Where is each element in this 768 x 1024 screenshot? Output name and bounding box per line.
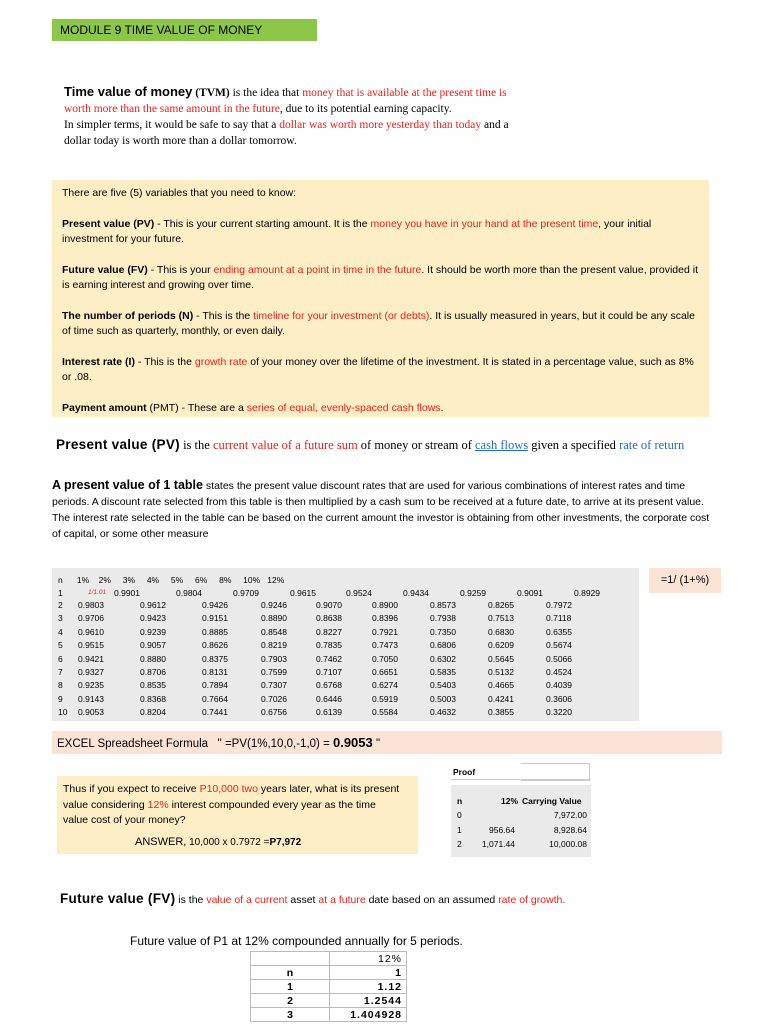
variables-box: [52, 180, 709, 417]
pv-table-term: A present value of 1 table: [52, 478, 203, 492]
cash-flows-link[interactable]: cash flows: [475, 438, 529, 452]
pv-table-cell: 0.9524: [346, 588, 372, 598]
pv-table-cell: 0.7050: [372, 653, 398, 664]
pv-table-cell: 0.5835: [430, 667, 456, 677]
variable-i-highlight: growth rate: [194, 355, 248, 368]
pv-table-cell: 0.8890: [261, 613, 287, 624]
pv-heading-highlight: current value of a future sum: [212, 438, 358, 452]
pv-row-note: 1/1.01: [88, 589, 107, 596]
pv-table-cell: 0.9057: [140, 640, 166, 651]
fv-table-n: 3: [251, 1008, 330, 1022]
pv-table-cell: 0.7473: [372, 640, 398, 651]
pv-table-cell: 0.7599: [261, 667, 287, 677]
variable-pv-text: - This is your current starting amount. It is the: [154, 217, 371, 230]
question-years: two: [241, 783, 258, 795]
fv-table-value: 1: [330, 966, 407, 980]
variable-pv-label: Present value (PV): [62, 217, 155, 230]
fv-table-value: 1.12: [330, 980, 407, 994]
pv-table-cell: 0.7026: [261, 693, 287, 704]
pv-table-cell: 0.9327: [78, 667, 104, 677]
excel-result: 0.9053: [332, 735, 373, 750]
variables-lead: There are five (5) variables that you need to know:: [62, 187, 297, 199]
fv-heading-text-2: asset: [287, 894, 319, 906]
variable-i-text-2: of your money over the lifetime of the investment. It is stated in a percentage value, such as 8% or .08.: [62, 355, 694, 383]
variable-pv-text-2: , your initial investment for your future.: [62, 217, 652, 245]
proof-divider: [451, 779, 591, 780]
fv-table-row: [251, 952, 407, 966]
intro-highlight-1: money that is available at the present time is worth more than the same amount in the future: [64, 87, 507, 115]
pv-row-n: 10: [58, 707, 68, 718]
pv-table-cell: 0.9091: [517, 588, 543, 598]
fv-table-n: [251, 952, 330, 966]
pv-table-cell: 0.5132: [488, 667, 514, 677]
pv-table-cell: 0.5645: [488, 653, 514, 664]
pv-table-cell: 0.8885: [202, 626, 228, 637]
variable-n-label: The number of periods (N): [62, 309, 194, 322]
question-text-4: interest compounded every year as the time value cost of your money?: [63, 798, 376, 826]
pv-table-header: n 1% 2% 3% 4% 5% 6% 8% 10% 12%: [58, 575, 285, 585]
pv-table-cell: 0.3855: [488, 707, 514, 718]
pv-table-cell: 0.7894: [202, 680, 228, 691]
pv-table-cell: 0.4241: [488, 693, 514, 704]
pv-table-cell: 0.4665: [488, 680, 514, 691]
pv-table-cell: 0.7118: [546, 613, 572, 624]
pv-table-cell: 0.7513: [488, 613, 514, 624]
pv-row-n: 4: [58, 626, 63, 637]
pv-table-cell: 0.3220: [546, 707, 572, 718]
pv-table-cell: 0.6446: [316, 693, 342, 704]
pv-table-cell: 0.9615: [290, 588, 316, 598]
pv-table-cell: 0.9235: [78, 680, 104, 691]
variable-n-text-2: . It is usually measured in years, but it could be any scale of time such as quarterly, monthly, or even daily.: [62, 309, 695, 337]
variable-pmt-text-2: .: [440, 401, 444, 414]
pv-table-cell: 0.4632: [430, 707, 456, 718]
answer-result: P7,972: [269, 837, 302, 848]
module-title: MODULE 9 TIME VALUE OF MONEY: [60, 23, 263, 37]
pv-heading: [56, 436, 696, 454]
pv-table-cell: 0.7664: [202, 693, 228, 704]
pv-table-cell: 0.6274: [372, 680, 398, 691]
fv-table-row: [251, 966, 407, 980]
pv-table-cell: 0.8396: [372, 613, 398, 624]
proof-row-value: 8,928.64: [553, 824, 587, 835]
pv-table-cell: 0.4039: [546, 680, 572, 691]
fv-table-n: 1: [251, 980, 330, 994]
variable-pv-highlight: money you have in your hand at the present time: [370, 217, 599, 230]
pv-table-cell: 0.7350: [430, 626, 456, 637]
pv-table-cell: 0.9070: [316, 600, 342, 610]
pv-table-cell: 0.7307: [261, 680, 287, 691]
excel-label: EXCEL Spreadsheet Formula: [57, 738, 209, 750]
fv-table-row: [251, 1008, 407, 1022]
fv-table-body: [251, 952, 407, 1022]
fv-table-n: 2: [251, 994, 330, 1008]
pv-table-cell: 0.8706: [140, 667, 166, 677]
pv-table-cell: 0.7921: [372, 626, 398, 637]
variable-n-highlight: timeline for your investment (or debts): [253, 309, 430, 322]
proof-row-value: 10,000.08: [549, 839, 587, 849]
variable-fv-highlight: ending amount at a point in time in the future: [213, 263, 422, 276]
pv-table-cell: 0.8204: [140, 707, 166, 718]
pv-table-cell: 0.9423: [140, 613, 166, 624]
pv-table-cell: 0.5403: [430, 680, 456, 691]
pv-table-cell: 0.9426: [202, 600, 228, 610]
pv-row-n: 1: [58, 588, 63, 598]
question-text-1: Thus if you expect to receive: [63, 783, 200, 795]
question-rate: 12%: [147, 798, 169, 811]
pv-table-cell: 0.8880: [140, 653, 166, 664]
pv-table-cell: 0.7441: [202, 707, 228, 718]
pv-table-cell: 0.9709: [233, 588, 259, 598]
pv-table-cell: 0.9143: [78, 693, 104, 704]
pv-table-cell: 0.6139: [316, 707, 342, 718]
tvm-abbr: (TVM): [195, 87, 230, 99]
intro-highlight-2: dollar was worth more yesterday than today: [279, 119, 482, 131]
variable-n-text: - This is the: [193, 309, 254, 322]
pv-table-cell: 0.6302: [430, 653, 456, 664]
pv-table-cell: 0.8375: [202, 653, 228, 664]
question-amount: P10,000: [199, 783, 239, 795]
pv-row-n: 5: [58, 640, 63, 651]
pv-table-cell: 0.9053: [78, 707, 104, 718]
rate-of-return-link[interactable]: rate of return: [619, 438, 685, 452]
pv-table-cell: 0.7903: [261, 653, 287, 664]
question-box: [57, 776, 418, 854]
question-text-3: years later, what is its present value considering: [63, 783, 400, 811]
pv-table-cell: 0.8131: [202, 667, 228, 677]
pv-heading-text-2: of money or stream of: [357, 438, 475, 452]
pv-table-cell: 0.6355: [546, 626, 572, 637]
proof-row-n: 2: [457, 839, 462, 849]
proof-row-value: 7,972.00: [553, 810, 587, 820]
variable-fv: [62, 263, 699, 294]
pv-table-cell: 0.5003: [430, 693, 456, 704]
proof-col-cv: Carrying Value: [522, 796, 582, 806]
pv-table-cell: 0.3606: [546, 693, 572, 704]
module-header: [52, 19, 317, 41]
fv-table: [250, 951, 407, 1022]
pv-table-cell: 0.6830: [488, 626, 514, 637]
pv-table-cell: 0.5919: [372, 693, 398, 704]
pv-table-cell: 0.9239: [140, 626, 166, 637]
pv-table-cell: 0.8900: [372, 600, 398, 610]
proof-col-rate: 12%: [501, 796, 519, 806]
pv-table-cell: 0.8548: [261, 626, 287, 637]
proof-body: [451, 785, 591, 857]
variable-fv-label: Future value (FV): [62, 263, 148, 276]
variable-pmt-label: Payment amount: [62, 401, 147, 414]
pv-table-cell: 0.8227: [316, 626, 342, 637]
pv-table-cell: 0.6768: [316, 680, 342, 691]
pv-table-cell: 0.5584: [372, 707, 398, 718]
intro-text-3: In simpler terms, it would be safe to say that a: [64, 119, 280, 131]
pv-row-n: 9: [58, 693, 63, 704]
intro-text-1: is the idea that: [229, 87, 303, 99]
pv-table-cell: 0.9803: [78, 600, 104, 610]
proof-title: Proof: [453, 767, 476, 777]
variable-i-label: Interest rate (I): [62, 355, 135, 368]
intro-text-4: and a dollar today is worth more than a dollar tomorrow.: [64, 119, 509, 147]
pv-table-cell: 0.9901: [114, 588, 140, 598]
pv-heading-text-1: is the: [179, 438, 213, 452]
pv-row-n: 8: [58, 680, 63, 691]
fv-heading: [60, 890, 700, 909]
proof-row-interest: 1,071.44: [481, 839, 515, 849]
variable-fv-text-2: . It should be worth more than the present value, provided it is earning interest and growing over time.: [62, 263, 698, 291]
pv-table-cell: 0.9434: [403, 588, 429, 598]
pv-row-n: 7: [58, 667, 63, 677]
intro-text-2: , due to its potential earning capacity.: [279, 103, 452, 115]
variable-pmt: [62, 401, 699, 417]
excel-close: ": [372, 738, 381, 750]
pv-table-cell: 0.9246: [261, 600, 287, 610]
pv-table-cell: 0.8265: [488, 600, 514, 610]
pv-table-cell: 0.7938: [430, 613, 456, 624]
pv-table-cell: 0.5674: [546, 640, 572, 651]
variable-i: [62, 355, 699, 386]
pv-row-n: 2: [58, 600, 63, 610]
pv-table-cell: 0.8368: [140, 693, 166, 704]
proof-row-n: 1: [457, 824, 462, 835]
proof-row-n: 0: [457, 810, 462, 820]
pv-table-cell: 0.9804: [176, 588, 202, 598]
answer-text: 10,000 x 0.7972 =: [186, 837, 270, 848]
pv-table-cell: 0.6209: [488, 640, 514, 651]
proof-col-n: n: [457, 796, 463, 806]
fv-term: Future value (FV): [60, 891, 176, 906]
fv-heading-highlight-1: value of a current: [206, 894, 288, 906]
pv-term: Present value (PV): [56, 437, 180, 452]
variable-pmt-text: (PMT) - These are a: [146, 401, 247, 414]
pv-table-cell: 0.7107: [316, 667, 342, 677]
pv-table-cell: 0.7835: [316, 640, 342, 651]
pv-table-cell: 0.4524: [546, 667, 572, 677]
fv-heading-highlight-2: at a future: [318, 894, 366, 906]
pv-table-description: [52, 477, 716, 542]
fv-table-value: 12%: [330, 952, 407, 966]
variable-n: [62, 309, 699, 340]
fv-heading-text-1: is the: [175, 894, 207, 906]
fv-table-row: [251, 994, 407, 1008]
pv-table: [52, 568, 639, 721]
pv-table-cell: 0.7462: [316, 653, 342, 664]
pv-table-cell: 0.8535: [140, 680, 166, 691]
pv-table-desc-text: states the present value discount rates that are used for various combinations of interest rates and time periods. A discount rate selected from this table is then multiplied by a cash sum to be received at a future date, to arrive at its present value. The interest rate selected in the table can be based on the current amount the investor is obtaining from other investments, the corporate cost of capital, or some other measure: [52, 480, 710, 540]
question-text: [63, 782, 403, 829]
tvm-intro-paragraph: [64, 84, 514, 149]
excel-formula-bar: [52, 731, 722, 754]
pv-table-cell: 0.9421: [78, 653, 104, 664]
pv-table-cell: 0.9259: [460, 588, 486, 598]
pv-formula-note: =1/ (1+%): [649, 568, 721, 593]
pv-table-cell: 0.6806: [430, 640, 456, 651]
tvm-term: Time value of money: [64, 84, 193, 99]
pv-table-cell: 0.8626: [202, 640, 228, 651]
pv-table-cell: 0.8573: [430, 600, 456, 610]
excel-formula: " =PV(1%,10,0,-1,0) =: [217, 738, 333, 750]
fv-table-row: [251, 980, 407, 994]
variable-i-text: - This is the: [134, 355, 195, 368]
pv-table-cell: 0.8638: [316, 613, 342, 624]
pv-table-cell: 0.9515: [78, 640, 104, 651]
fv-table-value: 1.404928: [330, 1008, 407, 1022]
pv-heading-text-3: given a specified: [528, 438, 620, 452]
pv-table-cell: 0.9151: [202, 613, 228, 624]
answer-line: [135, 835, 301, 851]
fv-table-value: 1.2544: [330, 994, 407, 1008]
variable-pmt-highlight: series of equal, evenly-spaced cash flows: [246, 401, 441, 414]
fv-heading-highlight-3: rate of growth.: [498, 894, 566, 906]
variable-fv-text: - This is your: [147, 263, 214, 276]
pv-table-cell: 0.6756: [261, 707, 287, 718]
pv-table-cell: 0.7972: [546, 600, 572, 610]
pv-table-cell: 0.8929: [574, 588, 600, 598]
variable-pv: [62, 217, 699, 248]
pv-table-cell: 0.9612: [140, 600, 166, 610]
pv-table-cell: 0.9706: [78, 613, 104, 624]
answer-label: ANSWER,: [135, 836, 187, 848]
pv-row-n: 3: [58, 613, 63, 624]
fv-heading-text-3: date based on an assumed: [365, 894, 499, 906]
fv-table-n: n: [251, 966, 330, 980]
pv-table-cell: 0.9610: [78, 626, 104, 637]
pv-row-n: 6: [58, 653, 63, 664]
proof-row-interest: 956.64: [489, 824, 515, 835]
pv-table-cell: 0.5066: [546, 653, 572, 664]
fv-table-caption: Future value of P1 at 12% compounded annually for 5 periods.: [130, 934, 463, 948]
pv-table-cell: 0.6651: [372, 667, 398, 677]
pv-table-cell: 0.8219: [261, 640, 287, 651]
